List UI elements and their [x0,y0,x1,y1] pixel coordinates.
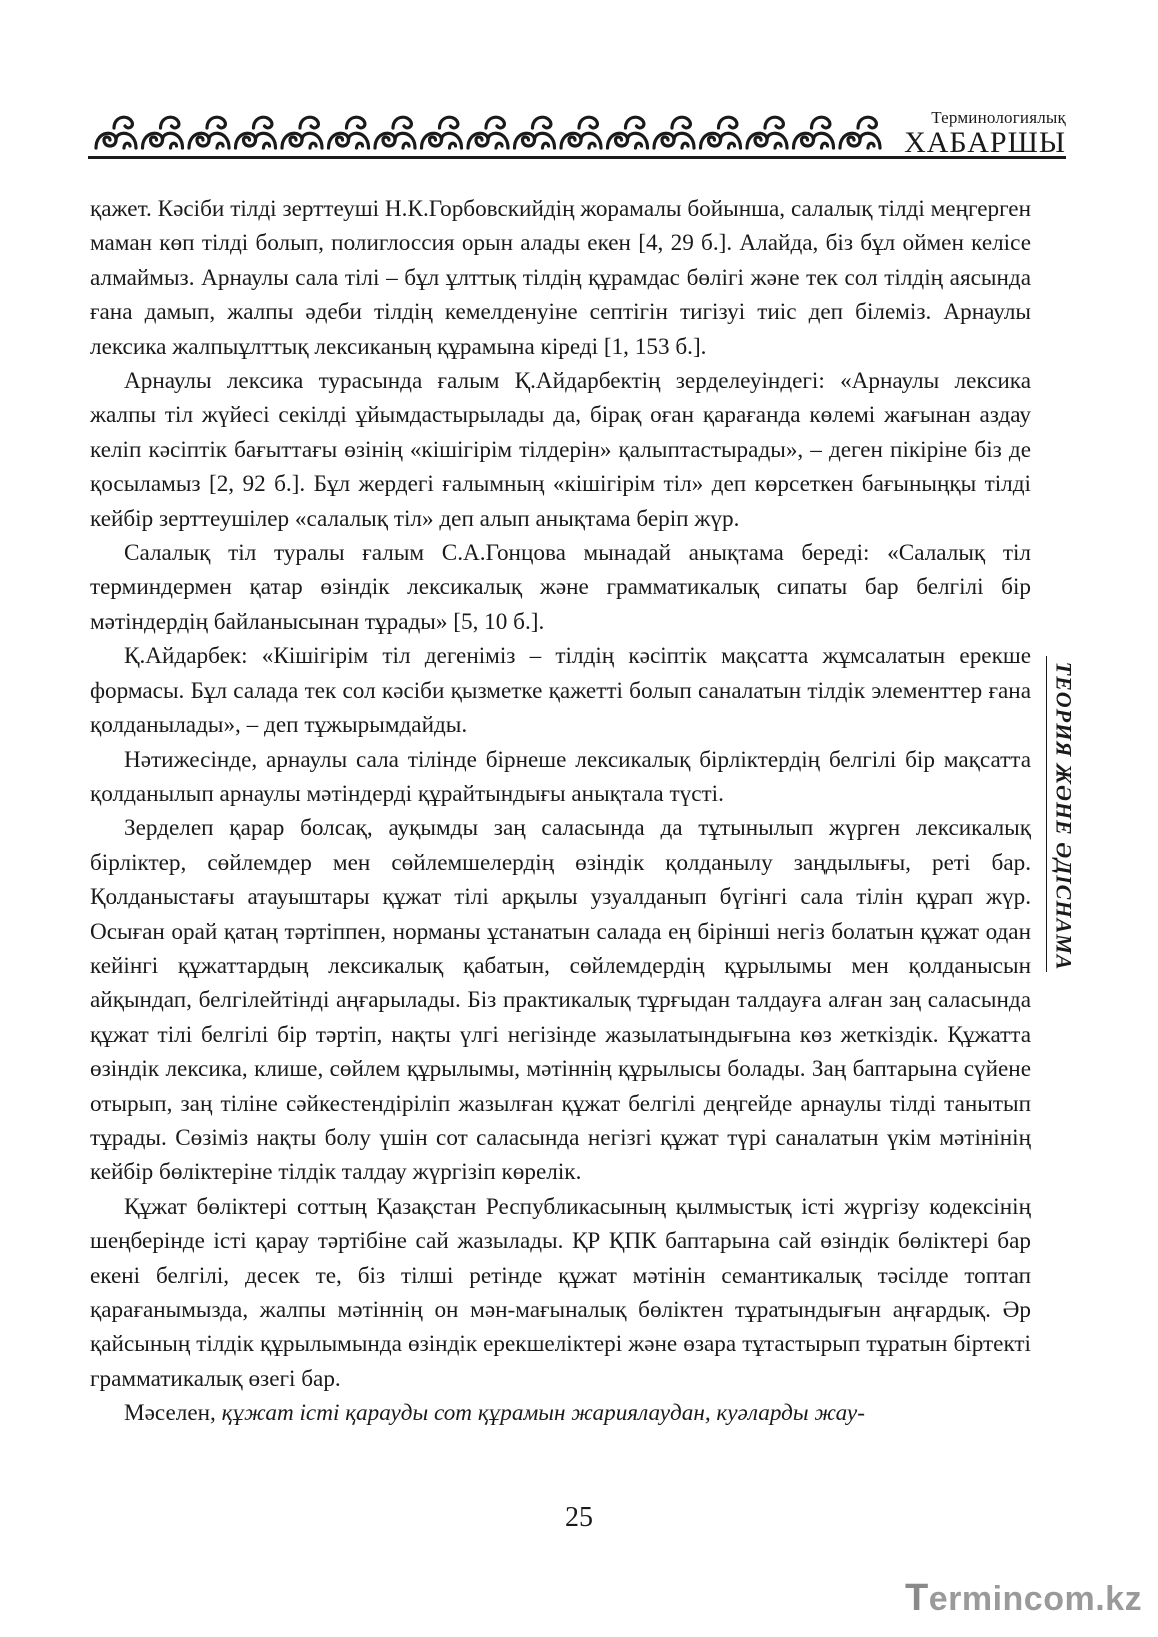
watermark-initial: T [905,1577,929,1619]
ornament-motif [794,117,834,148]
watermark-rest: ermincom.kz [928,1580,1143,1618]
kazakh-ornament-icon [88,108,908,154]
page-number: 25 [565,1502,593,1533]
journal-title: ХАБАРШЫ [904,126,1066,159]
paragraph-8-lead: Мәселен, [124,1400,222,1427]
page-header [88,100,1066,162]
ornament-motif [375,117,415,148]
ornament-motif [236,117,276,148]
ornament-motif [143,117,183,148]
ornament-motif [840,117,880,148]
ornament-motif [468,117,508,148]
paragraph-7: Құжат бөліктері соттың Қазақстан Республикасының қылмыстық істі жүргізу кодексінің шеңберінде істі қарау тәртібіне сай жазылады. ҚР ҚПК баптарына сай өзіндік бөліктері бар екені белгілі, десек те, біз тілші ретінде құжат мәтінін семантикалық тәсілде топтап қарағанымызда, жалпы мәтіннің он мән-мағыналық бөліктен тұратындығын аңғардық. Әр қайсының тілдік құрылымында өзіндік ерекшеліктері және өзара тұтастырып тұратын біртекті грамматикалық өзегі бар. [90,1193,1031,1392]
paragraph-4: Қ.Айдарбек: «Кішігірім тіл дегеніміз – тілдің кәсіптік мақсатта жұмсалатын ерекше формасы. Бұл салада тек сол кәсіби қызметке қажетті болып саналатын тілдік элементтер ғана қолданылады», – деп тұжырымдайды. [90,643,1031,739]
ornament-motif [422,117,462,148]
journal-kicker: Терминологиялық [931,108,1066,127]
paragraph-3: Салалық тіл туралы ғалым С.А.Гонцова мынадай анықтама береді: «Салалық тіл терминдермен қатар өзіндік лексикалық және грамматикалық сипаты бар белгілі бір мәтіндердің байланысынан тұрады» [5, 10 б.]. [90,540,1031,635]
paragraph-2: Арнаулы лексика турасында ғалым Қ.Айдарбектің зерделеуіндегі: «Арнаулы лексика жалпы тіл жүйесі секілді ұйымдастырылады да, бірақ оған қарағанда көлемі жағынан аздау келіп кәсіптік бағыттағы өзінің «кішігірім тілдерін» қалыптастырады», – деген пікіріне біз де қосыламыз [2, 92 б.]. Бұл жердегі ғалымның «кішігірім тіл» деп көрсеткен бағыныңқы тілді кейбір зерттеушілер «салалық тіл» деп алып анықтама беріп жүр. [90,368,1031,532]
paragraph-1: қажет. Кәсіби тілді зерттеуші Н.К.Горбовскийдің жорамалы бойынша, салалық тілді меңгерген маман көп тілді болып, полиглоссия орын алады екен [4, 29 б.]. Алайда, біз бұл оймен келісе алмаймыз. Арнаулы сала тілі – бұл ұлттық тілдің құрамдас бөлігі және тек сол тілдің аясында ғана дамып, жалпы әдеби тілдің кемелденуіне септігін тигізуі тиіс деп білеміз. Арнаулы лексика жалпыұлттық лексиканың құрамына кіреді [1, 153 б.]. [90,196,1031,360]
site-watermark [905,1577,1142,1620]
section-side-label-text: ТЕОРИЯ ЖӘНЕ ӘДІСНАМА [1051,661,1076,971]
paragraph-5: Нәтижесінде, арнаулы сала тілінде бірнеше лексикалық бірліктердің белгілі бір мақсатта қолданылып арнаулы мәтіндерді құрайтындығы анықтала түсті. [90,746,1031,807]
article-body [90,192,1031,1431]
ornament-motif [654,117,694,148]
paragraph-8 [90,1396,1031,1430]
ornament-motif [96,117,136,148]
paragraph-8-italic: құжат істі қарауды сот құрамын жариялаудан, куәларды жау- [221,1400,865,1427]
ornament-motif [189,117,229,148]
ornament-motif [608,117,648,148]
ornament-motif [701,117,741,148]
ornament-motif [561,117,601,148]
ornament-motif [282,117,322,148]
ornament-motif [329,117,369,148]
ornament-motif [515,117,555,148]
ornament-motif [747,117,787,148]
section-side-label [1048,656,1078,976]
side-rule [1046,656,1047,972]
paragraph-6: Зерделеп қарар болсақ, ауқымды заң саласында да тұтынылып жүрген лексикалық бірліктер, сөйлемдер мен сөйлемшелердің өзіндік қолданылу заңдылығы, реті бар. Қолданыстағы атауыштары құжат тілі арқылы узуалданып бүгінгі сала тілін құрап жүр. Осыған орай қатаң тәртіппен, норманы ұстанатын салада ең бірінші негіз болатын құжат одан кейінгі құжаттардың лексикалық қабатын, сөйлемдердің құрылымы мен қолданысын айқындап, белгілейтінді аңғарылады. Біз практикалық тұрғыдан талдауға алған заң саласында құжат тілі белгілі бір тәртіп, нақты үлгі негізінде жазылатындығына көз жеткіздік. Құжатта өзіндік лексика, клише, сөйлем құрылымы, мәтіннің құрылысы болады. Заң баптарына сүйене отырып, заң тіліне сәйкестендіріліп жазылған құжат белгілі деңгейде арнаулы тілді танытып тұрады. Сөзіміз нақты болу үшін сот саласында негізгі құжат түрі саналатын үкім мәтінінің кейбір бөліктеріне тілдік талдау жүргізіп көрелік. [90,815,1031,1186]
